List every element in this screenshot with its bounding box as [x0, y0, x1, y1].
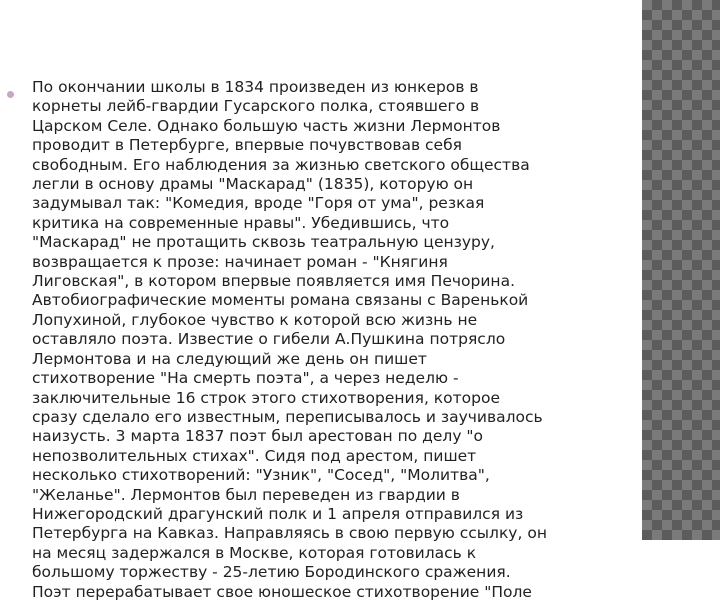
decorative-pattern-strip [642, 0, 720, 540]
text-line: "Маскарад" не протащить сквозь театральную цензуру, [32, 233, 495, 252]
text-line: оставляло поэта. Известие о гибели А.Пушкина потрясло [32, 330, 506, 349]
text-line: Лермонтова и на следующий же день он пишет [32, 349, 427, 368]
text-line: По окончании школы в 1834 произведен из юнкеров в [32, 78, 479, 96]
text-line: Нижегородский драгунский полк и 1 апреля отправился из [32, 504, 524, 523]
text-line: задумывал так: "Комедия, вроде "Горя от ума", резкая [32, 194, 485, 213]
text-line: большому торжеству - 25-летию Бородинского сражения. [32, 563, 511, 582]
text-line: на месяц задержался в Москве, которая готовилась к [32, 543, 477, 562]
text-line: Автобиографические моменты романа связаны с Варенькой [32, 291, 529, 310]
text-line: Поэт перерабатывает свое юношеское стихотворение "Поле [32, 582, 532, 601]
text-line: проводит в Петербурге, впервые почувствовав себя [32, 136, 462, 155]
text-line: стихотворение "На смерть поэта", а через неделю - [32, 369, 459, 388]
text-line: наизусть. 3 марта 1837 поэт был арестован по делу "о [32, 427, 484, 446]
bullet-paragraph [32, 78, 637, 602]
text-line: Лопухиной, глубокое чувство к которой всю жизнь не [32, 310, 478, 329]
text-line: легли в основу драмы "Маскарад" (1835), которую он [32, 175, 474, 194]
text-line: свободным. Его наблюдения за жизнью светского общества [32, 155, 530, 174]
text-line: несколько стихотворений: "Узник", "Сосед", "Молитва", [32, 466, 490, 485]
text-line: Петербурга на Кавказ. Направляясь в свою первую ссылку, он [32, 524, 547, 543]
text-line: сразу сделало его известным, переписывалось и заучивалось [32, 407, 543, 426]
text-line: критика на современные нравы". Убедившись, что [32, 213, 450, 232]
text-line: корнеты лейб-гвардии Гусарского полка, стоявшего в [32, 97, 480, 116]
text-line: непозволительных стихах". Сидя под арестом, пишет [32, 446, 477, 465]
text-line: "Желанье". Лермонтов был переведен из гвардии в [32, 485, 460, 504]
text-line: возвращается к прозе: начинает роман - "Княгиня [32, 252, 448, 271]
text-line: Лиговская", в котором впервые появляется имя Печорина. [32, 272, 515, 291]
text-line: Царском Селе. Однако большую часть жизни Лермонтов [32, 116, 501, 135]
bullet-marker [7, 91, 14, 98]
text-line: заключительные 16 строк этого стихотворения, которое [32, 388, 501, 407]
